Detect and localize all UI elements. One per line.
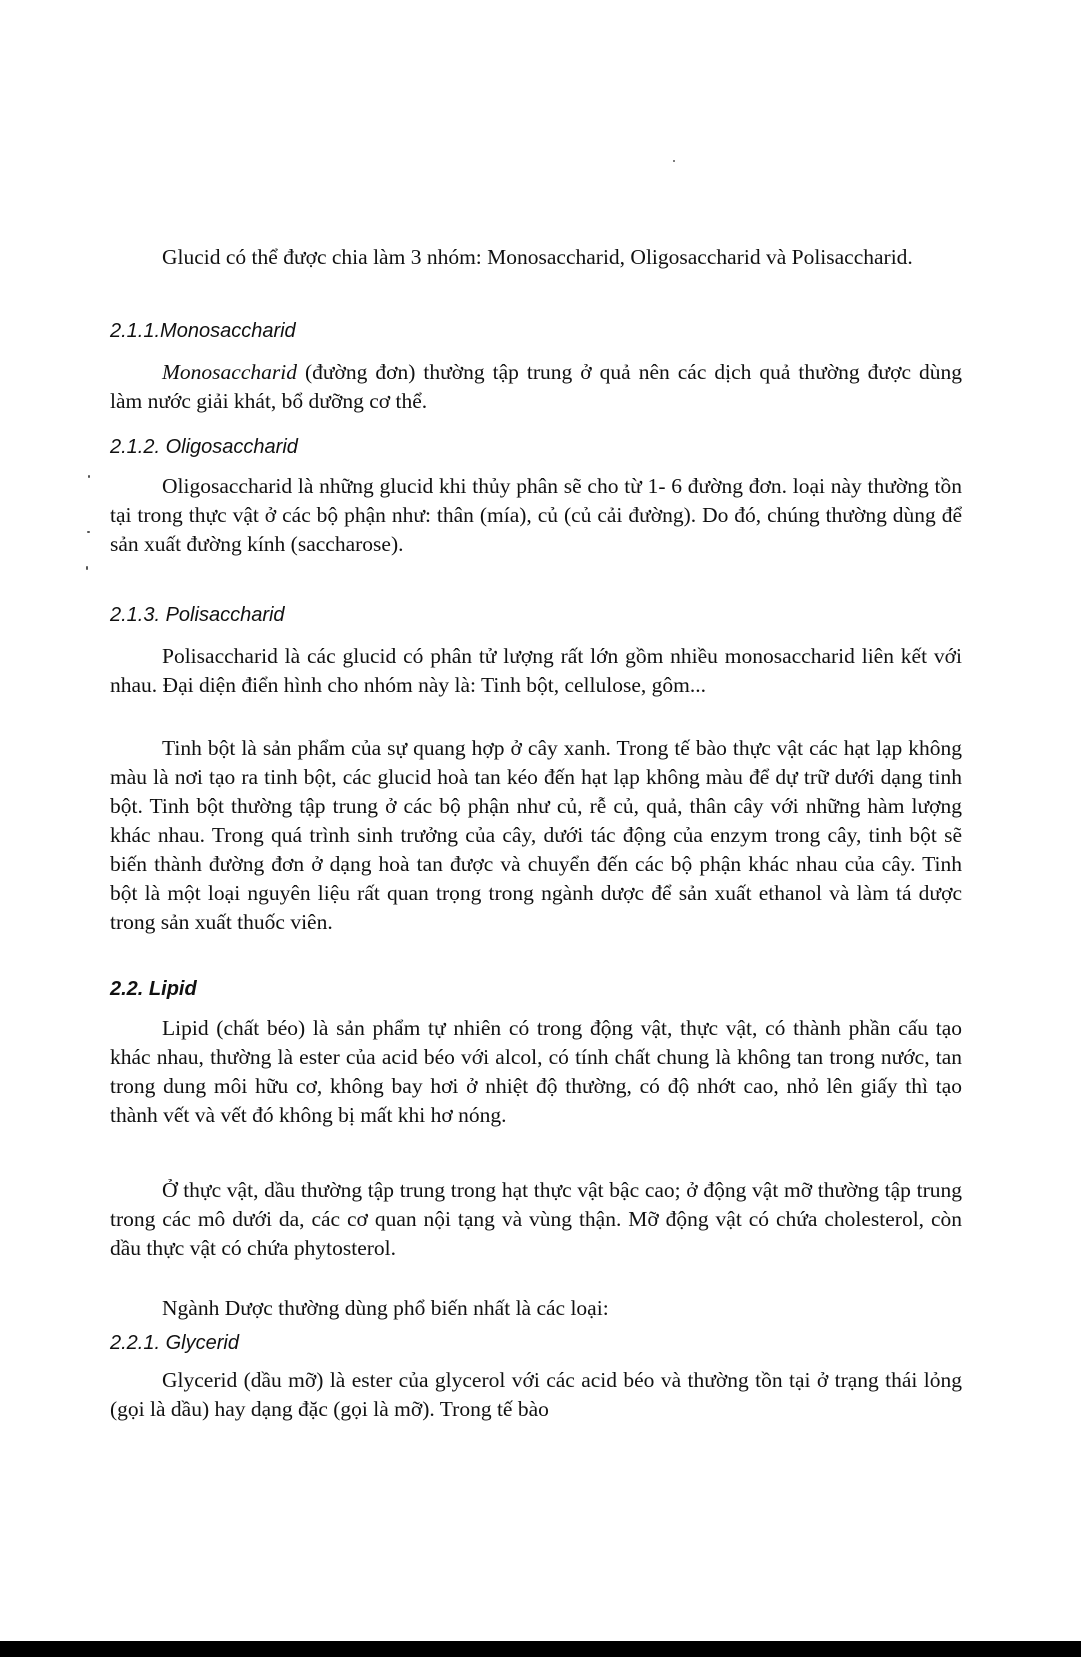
scan-speck (87, 531, 90, 533)
heading-2-1-2: 2.1.2. Oligosaccharid (110, 436, 298, 458)
paragraph-glycerid: Glycerid (dầu mỡ) là ester của glycerol với các acid béo và thường tồn tại ở trạng thái lỏng (gọi là dầu) hay dạng đặc (gọi là mỡ). Trong tế bào (110, 1368, 962, 1421)
heading-2-2-1: 2.2.1. Glycerid (110, 1332, 239, 1354)
heading-2-2: 2.2. Lipid (110, 978, 197, 1000)
scan-speck (86, 566, 88, 570)
scan-speck (88, 475, 90, 478)
paragraph-thuc-vat: Ở thực vật, dầu thường tập trung trong hạt thực vật bậc cao; ở động vật mỡ thường tập trung trong các mô dưới da, các cơ quan nội tạng và vùng thận. Mỡ động vật có chứa cholesterol, còn dầu thực vật có chứa phytosterol. (110, 1178, 962, 1260)
heading-2-1-3: 2.1.3. Polisaccharid (110, 604, 285, 626)
paragraph-monosaccharid-text: (đường đơn) thường tập trung ở quả nên các dịch quả thường được dùng làm nước giải khát, bổ dưỡng cơ thể. (110, 360, 962, 413)
scan-border-bottom (0, 1641, 1081, 1657)
paragraph-lipid: Lipid (chất béo) là sản phẩm tự nhiên có trong động vật, thực vật, có thành phần cấu tạo khác nhau, thường là ester của acid béo với alcol, có tính chất chung là không tan trong nước, tan trong dung môi hữu cơ, không bay hơi ở nhiệt độ thường, có độ nhớt cao, nhỏ lên giấy thì tạo thành vết và vết đó không bị mất khi hơ nóng. (110, 1016, 962, 1127)
paragraph-oligosaccharid: Oligosaccharid là những glucid khi thủy phân sẽ cho từ 1- 6 đường đơn. loại này thường tồn tại trong thực vật ở các bộ phận như: thân (mía), củ (củ cải đường). Do đó, chúng thường dùng để sản xuất đường kính (saccharose). (110, 474, 962, 556)
paragraph-monosaccharid (110, 358, 962, 416)
scan-speck (673, 160, 675, 162)
paragraph-polisaccharid: Polisaccharid là các glucid có phân tử lượng rất lớn gồm nhiều monosaccharid liên kết với nhau. Đại diện điển hình cho nhóm này là: Tinh bột, cellulose, gôm... (110, 644, 962, 697)
paragraph-tinh-bot: Tinh bột là sản phẩm của sự quang hợp ở cây xanh. Trong tế bào thực vật các hạt lạp không màu là nơi tạo ra tinh bột, các glucid hoà tan kéo đến hạt lạp không màu để dự trữ dưới dạng tinh bột. Tinh bột thường tập trung ở các bộ phận như củ, rễ củ, quả, thân cây với những hàm lượng khác nhau. Trong quá trình sinh trưởng của cây, dưới tác động của enzym trong cây, tinh bột sẽ biến thành đường đơn ở dạng hoà tan được và chuyển đến các bộ phận khác nhau của cây. Tinh bột là một loại nguyên liệu rất quan trọng trong ngành dược để sản xuất ethanol và làm tá dược trong sản xuất thuốc viên. (110, 736, 962, 934)
term-monosaccharid: Monosaccharid (162, 360, 297, 384)
paragraph-nganh-duoc: Ngành Dược thường dùng phổ biến nhất là các loại: (162, 1296, 609, 1320)
heading-2-1-1: 2.1.1.Monosaccharid (110, 320, 296, 342)
paragraph-intro: Glucid có thể được chia làm 3 nhóm: Monosaccharid, Oligosaccharid và Polisaccharid. (162, 245, 913, 269)
